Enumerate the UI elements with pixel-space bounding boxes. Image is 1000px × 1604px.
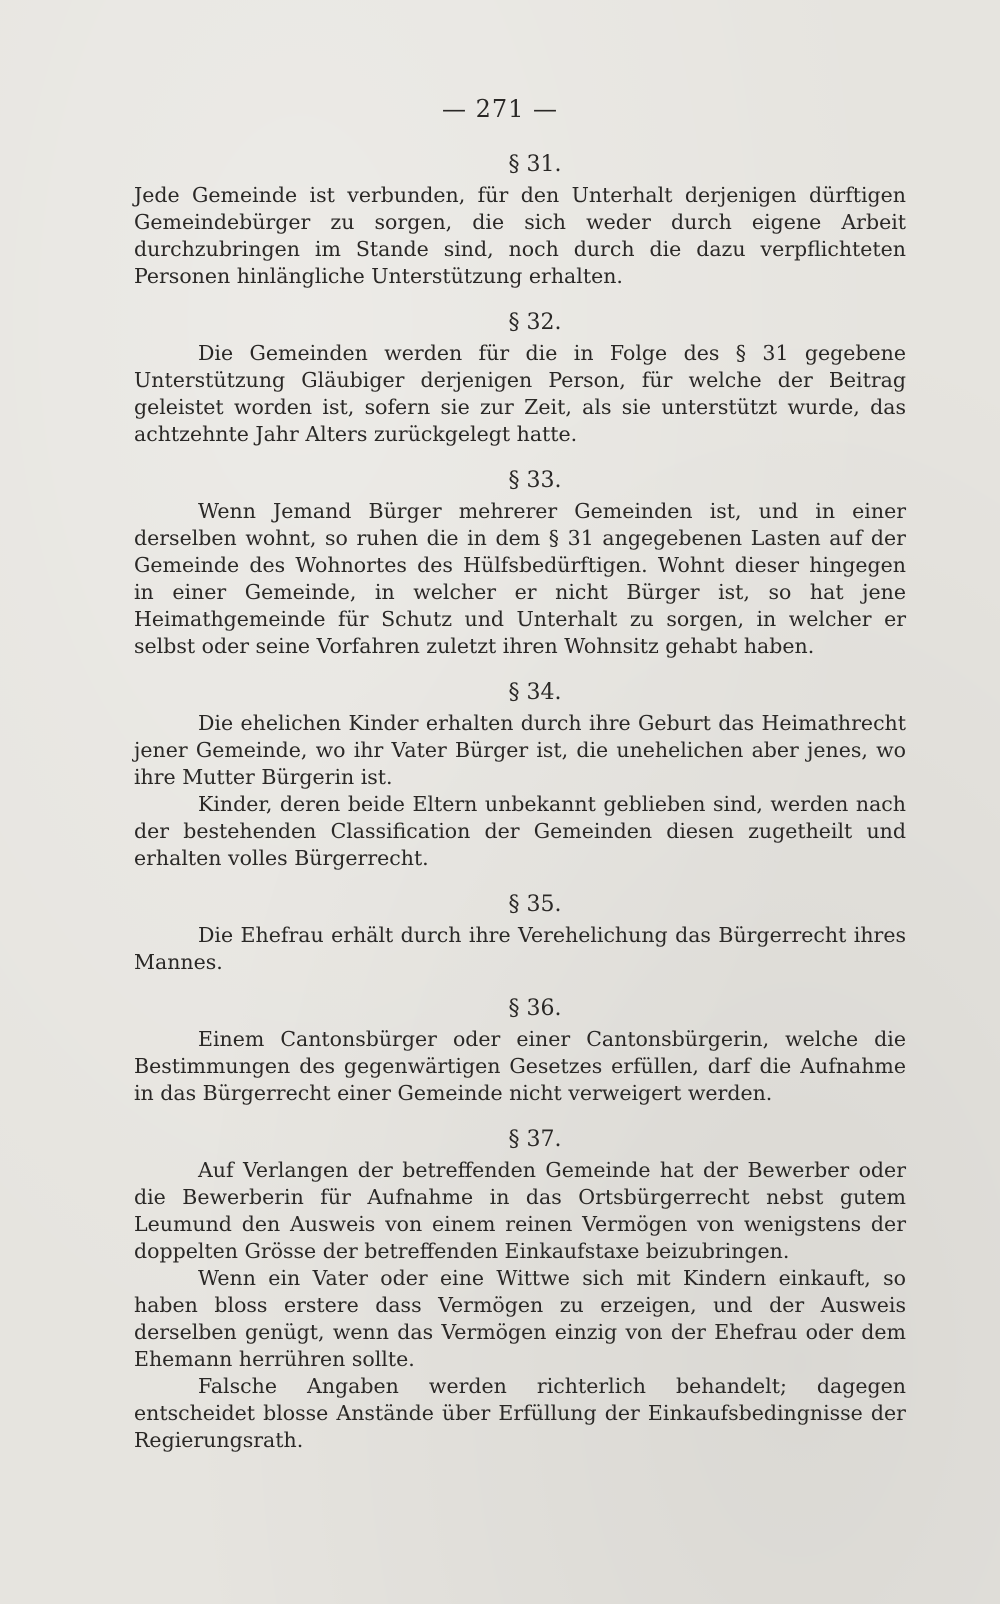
section-heading: § 35. xyxy=(508,892,562,917)
paragraph: Die Ehefrau erhält durch ihre Verehelichung das Bürgerrecht ihres Mannes. xyxy=(134,923,906,974)
document-body xyxy=(134,150,906,1454)
paragraph: Wenn ein Vater oder eine Wittwe sich mit Kindern einkauft, so haben bloss erstere dass Vermögen zu erzeigen, und der Ausweis derselben genügt, wenn das Vermögen einzig von der Ehefrau oder dem Ehemann herrühren sollte. xyxy=(134,1266,906,1371)
paragraph: Falsche Angaben werden richterlich behandelt; dagegen entscheidet blosse Anstände über Erfüllung der Einkaufsbedingnisse der Regierungsrath. xyxy=(134,1374,906,1452)
section-37 xyxy=(134,1125,906,1454)
section-heading: § 37. xyxy=(508,1127,562,1152)
section-34 xyxy=(134,678,906,872)
section-35 xyxy=(134,890,906,976)
section-31 xyxy=(134,150,906,290)
section-36 xyxy=(134,994,906,1107)
section-heading: § 31. xyxy=(508,152,562,177)
section-heading: § 34. xyxy=(508,680,562,705)
paragraph: Die Gemeinden werden für die in Folge des § 31 gegebene Unterstützung Gläubiger derjenigen Person, für welche der Beitrag geleistet worden ist, sofern sie zur Zeit, als sie unterstützt wurde, das achtzehnte Jahr Alters zurückgelegt hatte. xyxy=(134,341,906,446)
page-number: — 271 — xyxy=(441,95,559,123)
paragraph: Die ehelichen Kinder erhalten durch ihre Geburt das Heimathrecht jener Gemeinde, wo ihr Vater Bürger ist, die unehelichen aber jenes, wo ihre Mutter Bürgerin ist. xyxy=(134,711,906,789)
section-33 xyxy=(134,466,906,660)
section-32 xyxy=(134,308,906,448)
paragraph: Auf Verlangen der betreffenden Gemeinde hat der Bewerber oder die Bewerberin für Aufnahme in das Ortsbürgerrecht nebst gutem Leumund den Ausweis von einem reinen Vermögen von wenigstens der doppelten Grösse der betreffenden Einkaufstaxe beizubringen. xyxy=(134,1158,906,1263)
paragraph: Kinder, deren beide Eltern unbekannt geblieben sind, werden nach der bestehenden Classification der Gemeinden diesen zugetheilt und erhalten volles Bürgerrecht. xyxy=(134,792,906,870)
section-heading: § 33. xyxy=(508,468,562,493)
section-heading: § 32. xyxy=(508,310,562,335)
paragraph: Wenn Jemand Bürger mehrerer Gemeinden ist, und in einer derselben wohnt, so ruhen die in dem § 31 angegebenen Lasten auf der Gemeinde des Wohnortes des Hülfsbedürftigen. Wohnt dieser hingegen in einer Gemeinde, in welcher er nicht Bürger ist, so hat jene Heimathgemeinde für Schutz und Unterhalt zu sorgen, in welcher er selbst oder seine Vorfahren zuletzt ihren Wohnsitz gehabt haben. xyxy=(134,499,906,658)
paragraph: Jede Gemeinde ist verbunden, für den Unterhalt derjenigen dürftigen Gemeindebürger zu sorgen, die sich weder durch eigene Arbeit durchzubringen im Stande sind, noch durch die dazu verpflichteten Personen hinlängliche Unterstützung erhalten. xyxy=(134,183,906,288)
paragraph: Einem Cantonsbürger oder einer Cantonsbürgerin, welche die Bestimmungen des gegenwärtigen Gesetzes erfüllen, darf die Aufnahme in das Bürgerrecht einer Gemeinde nicht verweigert werden. xyxy=(134,1027,906,1105)
section-heading: § 36. xyxy=(508,996,562,1021)
